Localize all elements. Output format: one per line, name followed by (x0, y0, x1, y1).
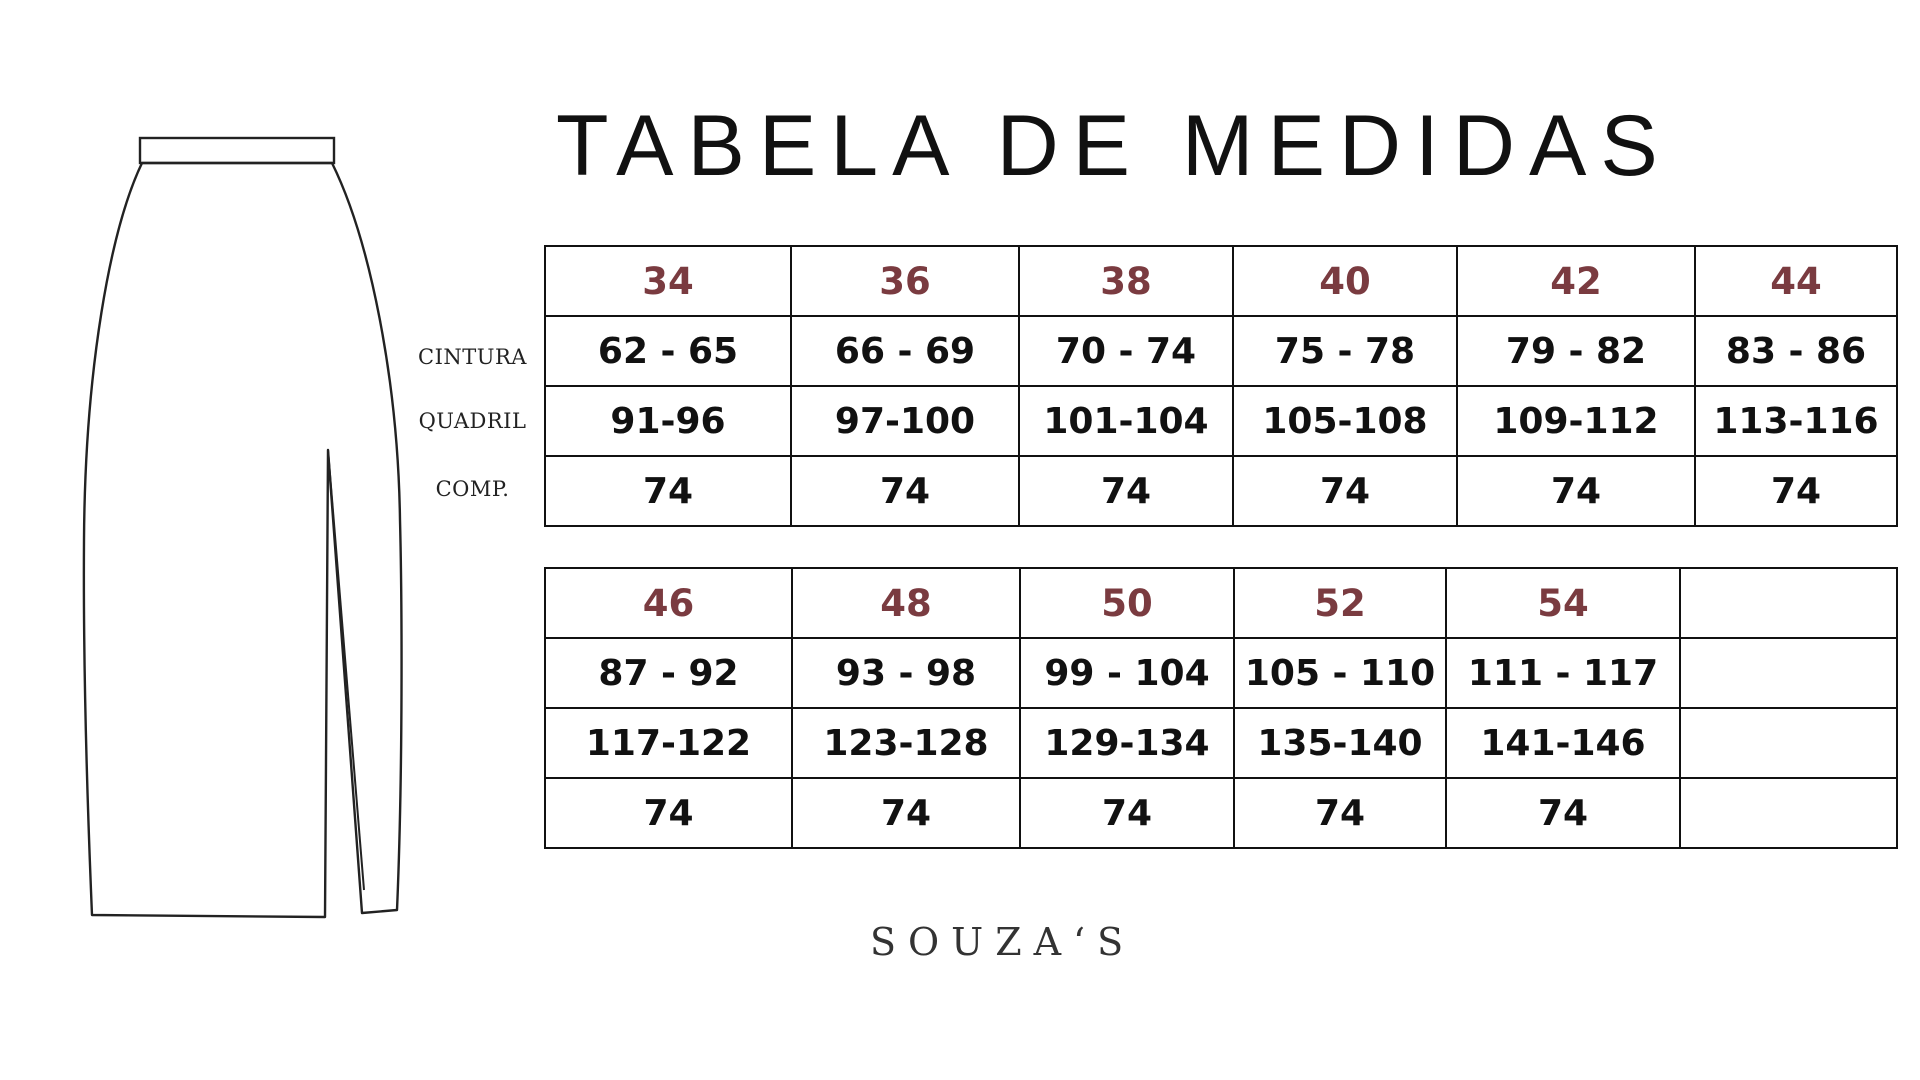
hip-cell: 105-108 (1233, 386, 1457, 456)
length-cell: 74 (1446, 778, 1680, 848)
table-row-sizes (545, 568, 1897, 638)
waist-cell: 75 - 78 (1233, 316, 1457, 386)
table-row-waist (545, 316, 1897, 386)
waist-cell: 83 - 86 (1695, 316, 1897, 386)
size-cell-empty (1680, 568, 1897, 638)
table-row-length (545, 456, 1897, 526)
table-row-length (545, 778, 1897, 848)
hip-cell: 101-104 (1019, 386, 1233, 456)
row-label-length: COMP. (435, 477, 510, 501)
skirt-slit-line (328, 450, 364, 890)
waist-cell: 79 - 82 (1457, 316, 1695, 386)
row-label-waist: CINTURA (418, 345, 527, 369)
size-cell: 50 (1020, 568, 1234, 638)
length-cell: 74 (545, 456, 791, 526)
hip-cell-empty (1680, 708, 1897, 778)
skirt-waistband (140, 138, 334, 163)
length-cell: 74 (1457, 456, 1695, 526)
length-cell: 74 (792, 778, 1020, 848)
waist-cell-empty (1680, 638, 1897, 708)
brand-name: SOUZA‘S (870, 920, 1136, 964)
hip-cell: 113-116 (1695, 386, 1897, 456)
length-cell: 74 (545, 778, 792, 848)
table-row-hip (545, 708, 1897, 778)
hip-cell: 123-128 (792, 708, 1020, 778)
size-cell: 54 (1446, 568, 1680, 638)
waist-cell: 62 - 65 (545, 316, 791, 386)
size-cell: 36 (791, 246, 1019, 316)
size-cell: 44 (1695, 246, 1897, 316)
waist-cell: 105 - 110 (1234, 638, 1446, 708)
length-cell: 74 (1695, 456, 1897, 526)
table-row-hip (545, 386, 1897, 456)
length-cell: 74 (791, 456, 1019, 526)
size-cell: 42 (1457, 246, 1695, 316)
waist-cell: 111 - 117 (1446, 638, 1680, 708)
hip-cell: 117-122 (545, 708, 792, 778)
length-cell: 74 (1020, 778, 1234, 848)
hip-cell: 135-140 (1234, 708, 1446, 778)
size-cell: 38 (1019, 246, 1233, 316)
size-cell: 52 (1234, 568, 1446, 638)
skirt-illustration (70, 120, 430, 940)
waist-cell: 99 - 104 (1020, 638, 1234, 708)
waist-cell: 93 - 98 (792, 638, 1020, 708)
hip-cell: 91-96 (545, 386, 791, 456)
size-cell: 46 (545, 568, 792, 638)
length-cell: 74 (1019, 456, 1233, 526)
waist-cell: 66 - 69 (791, 316, 1019, 386)
size-cell: 40 (1233, 246, 1457, 316)
skirt-body-outline (84, 163, 402, 917)
hip-cell: 129-134 (1020, 708, 1234, 778)
hip-cell: 109-112 (1457, 386, 1695, 456)
hip-cell: 141-146 (1446, 708, 1680, 778)
table-row-waist (545, 638, 1897, 708)
waist-cell: 87 - 92 (545, 638, 792, 708)
size-cell: 48 (792, 568, 1020, 638)
row-label-hip: QUADRIL (418, 409, 527, 433)
hip-cell: 97-100 (791, 386, 1019, 456)
waist-cell: 70 - 74 (1019, 316, 1233, 386)
length-cell: 74 (1233, 456, 1457, 526)
size-table-2 (544, 567, 1898, 849)
length-cell-empty (1680, 778, 1897, 848)
table-row-sizes (545, 246, 1897, 316)
length-cell: 74 (1234, 778, 1446, 848)
size-table-1 (544, 245, 1898, 527)
size-cell: 34 (545, 246, 791, 316)
page-title: TABELA DE MEDIDAS (556, 98, 1672, 194)
